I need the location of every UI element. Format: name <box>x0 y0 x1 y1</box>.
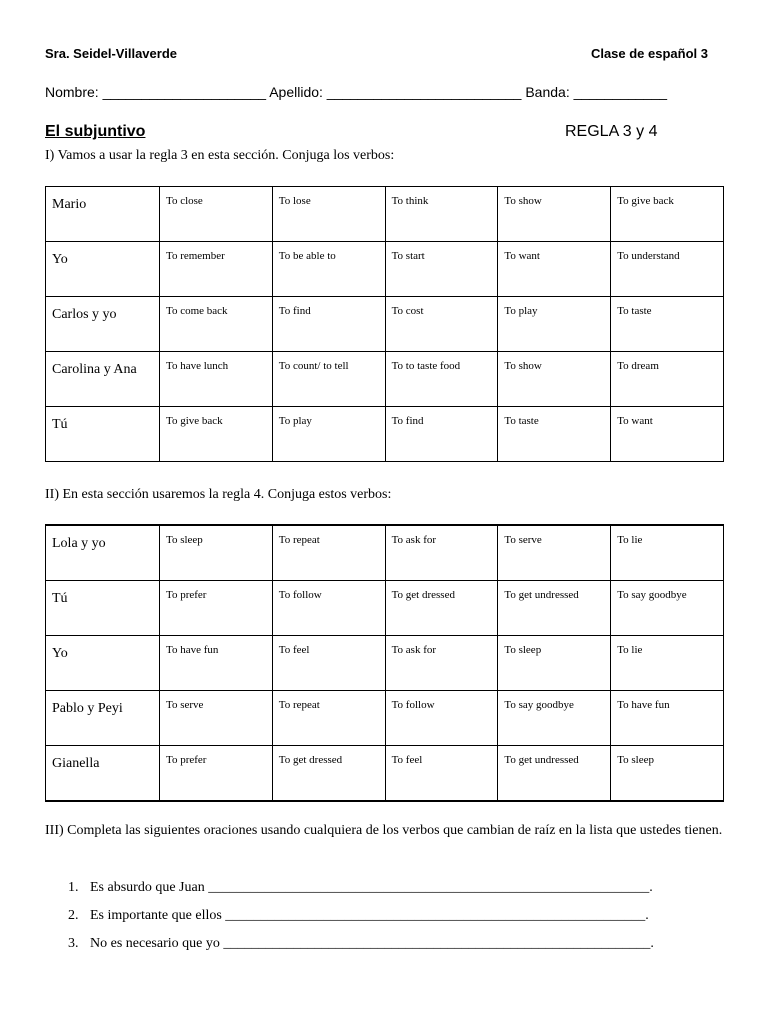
list-item <box>68 936 654 964</box>
table-row <box>46 407 724 462</box>
verb-cell: To ask for <box>391 534 437 546</box>
worksheet-title: El subjuntivo <box>45 123 146 140</box>
table-row <box>46 581 724 636</box>
table-row <box>46 746 724 802</box>
verb-cell: To repeat <box>278 534 320 546</box>
section2-table <box>45 524 724 802</box>
verb-cell: To say goodbye <box>504 699 574 711</box>
table-row <box>46 297 724 352</box>
table-row <box>46 187 724 242</box>
verb-cell: To ask for <box>391 644 437 656</box>
verb-cell: To want <box>617 415 653 427</box>
verb-cell: To show <box>504 195 542 207</box>
verb-cell: To get dressed <box>391 589 455 601</box>
verb-cell: To give back <box>617 195 674 207</box>
verb-cell: To dream <box>617 360 659 372</box>
verb-cell: To feel <box>278 644 310 656</box>
verb-cell: To get undressed <box>504 754 579 766</box>
sentence-number: 3. <box>68 936 79 951</box>
sentence-number: 2. <box>68 908 79 923</box>
table-row <box>46 691 724 746</box>
verb-cell: To lose <box>278 195 311 207</box>
subject-cell: Tú <box>52 417 68 432</box>
verb-cell: To sleep <box>617 754 654 766</box>
verb-cell: To cost <box>391 305 424 317</box>
subject-cell: Yo <box>52 646 68 661</box>
table-row <box>46 636 724 691</box>
list-item <box>68 908 654 936</box>
verb-cell: To remember <box>166 250 225 262</box>
verb-cell: To serve <box>504 534 542 546</box>
table-row <box>46 525 724 581</box>
verb-cell: To get undressed <box>504 589 579 601</box>
course-name: Clase de español 3 <box>590 46 708 61</box>
verb-cell: To prefer <box>166 589 207 601</box>
subject-cell: Yo <box>52 252 68 267</box>
verb-cell: To get dressed <box>278 754 343 766</box>
verb-cell: To think <box>391 195 429 207</box>
subject-cell: Carlos y yo <box>52 307 117 322</box>
verb-cell: To find <box>391 415 424 427</box>
verb-cell: To understand <box>617 250 680 262</box>
verb-cell: To play <box>278 415 312 427</box>
verb-cell: To have fun <box>617 699 670 711</box>
verb-cell: To repeat <box>278 699 320 711</box>
sentence-text: Es importante que ellos ____________________________________________________________. <box>90 908 649 923</box>
verb-cell: To say goodbye <box>617 589 687 601</box>
teacher-name: Sra. Seidel-Villaverde <box>45 46 177 61</box>
sentence-text: No es necesario que yo _____________________________________________________________. <box>90 936 654 951</box>
section2-instruction: II) En esta sección usaremos la regla 4. Conjuga estos verbos: <box>45 487 392 502</box>
verb-cell: To sleep <box>504 644 542 656</box>
sentence-text: Es absurdo que Juan _______________________________________________________________. <box>90 880 653 895</box>
sentence-number: 1. <box>68 880 79 895</box>
verb-cell: To feel <box>391 754 423 766</box>
verb-cell: To play <box>504 305 538 317</box>
verb-cell: To have fun <box>166 644 219 656</box>
verb-cell: To lie <box>617 534 643 546</box>
table-row <box>46 352 724 407</box>
subject-cell: Lola y yo <box>52 536 106 551</box>
verb-cell: To sleep <box>166 534 203 546</box>
verb-cell: To start <box>391 250 425 262</box>
verb-cell: To follow <box>278 589 322 601</box>
verb-cell: To find <box>278 305 311 317</box>
verb-cell: To want <box>504 250 540 262</box>
verb-cell: To serve <box>166 699 204 711</box>
verb-cell: To to taste food <box>391 360 461 372</box>
verb-cell: To be able to <box>278 250 336 262</box>
list-item <box>68 880 654 908</box>
section3-instruction: III) Completa las siguientes oraciones usando cualquiera de los verbos que cambian de raíz en la lista que ustedes tienen. <box>45 823 723 838</box>
verb-cell: To follow <box>391 699 435 711</box>
verb-cell: To lie <box>617 644 643 656</box>
verb-cell: To taste <box>617 305 652 317</box>
subject-cell: Pablo y Peyi <box>52 701 123 716</box>
subject-cell: Mario <box>52 197 87 212</box>
verb-cell: To come back <box>166 305 228 317</box>
table-row <box>46 242 724 297</box>
verb-cell: To count/ to tell <box>278 360 349 372</box>
verb-cell: To close <box>166 195 203 207</box>
verb-cell: To have lunch <box>166 360 229 372</box>
section1-instruction: I) Vamos a usar la regla 3 en esta sección. Conjuga los verbos: <box>45 148 395 163</box>
verb-cell: To show <box>504 360 542 372</box>
subject-cell: Carolina y Ana <box>52 362 137 377</box>
student-info-line: Nombre: _____________________ Apellido: _________________________ Banda: ____________ <box>45 84 668 100</box>
subject-cell: Tú <box>52 591 68 606</box>
verb-cell: To prefer <box>166 754 207 766</box>
verb-cell: To give back <box>166 415 223 427</box>
verb-cell: To taste <box>504 415 539 427</box>
sentence-list <box>68 880 654 964</box>
subject-cell: Gianella <box>52 756 100 771</box>
rule-title: REGLA 3 y 4 <box>565 123 658 140</box>
section1-table <box>45 186 724 462</box>
